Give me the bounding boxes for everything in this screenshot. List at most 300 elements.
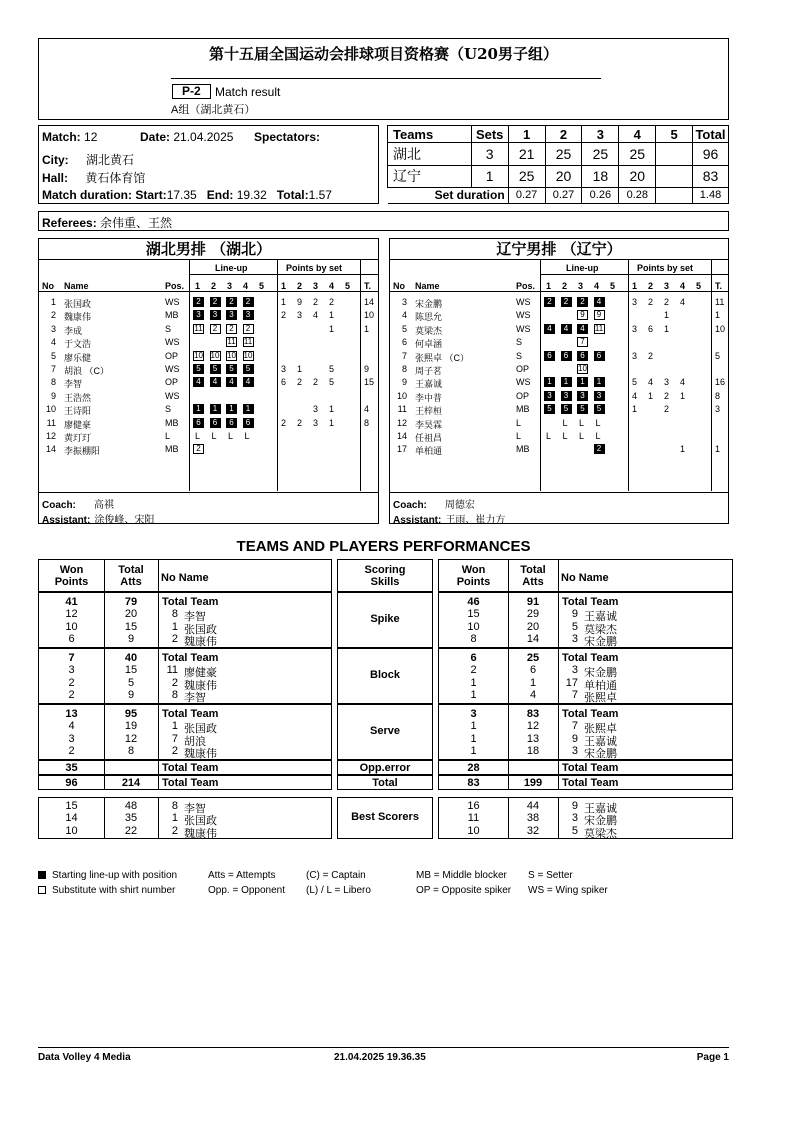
player-row [39,443,378,456]
duration-cell: 1.48 [693,187,729,203]
player-name: 莫梁杰 [415,325,443,336]
won-points-value: 1 [470,744,477,757]
player-number: 9 [571,608,578,621]
set-points: 1 [329,323,335,334]
player-name: 李振棚阳 [64,446,101,457]
player-row [390,417,728,430]
total-duration: 1.57 [308,188,332,202]
player-position: L [165,431,171,441]
player-number: 5 [50,350,56,361]
won-points-value: 6 [470,652,477,664]
player-position: OP [516,390,530,401]
won-points-value: 3 [68,732,75,745]
coach-name: 周德宏 [444,500,475,511]
set-points: 2 [281,310,287,321]
points-set-header: 5 [696,281,702,291]
set-points: 1 [664,323,670,334]
won-points-value: 1 [470,688,477,701]
player-row [39,403,378,416]
player-row [390,350,728,363]
skill-label: Serve [370,725,400,737]
score-cell: 1 [471,165,508,187]
set-points: 2 [313,297,319,307]
player-total: 16 [715,377,726,388]
footer-source: Data Volley 4 Media [38,1052,131,1063]
player-position: S [516,337,523,348]
player-number: 6 [401,337,407,348]
player-total: 8 [364,417,370,428]
won-points-header: Won Points [54,564,89,588]
player-name: 张熙卓 （C） [415,352,470,363]
player-number: 8 [171,688,178,701]
set-points: 3 [664,377,670,388]
starting-position-square: 5 [226,364,237,374]
player-row [39,350,378,363]
player-number: 9 [50,390,56,401]
total-header: T. [364,281,372,291]
player-total: 9 [364,364,370,374]
skill-label: Best Scorers [351,811,419,823]
player-number: 8 [401,364,407,374]
attempts-value: 25 [526,652,540,664]
lineup-header: Line-up [215,263,248,273]
set-points: 4 [680,377,686,388]
player-total: 10 [715,323,726,334]
lineup-set-header: 3 [578,281,584,291]
attempts-value: 35 [124,812,138,825]
set-points: 5 [632,377,638,388]
starting-position-square: 1 [193,404,204,414]
won-points-value: 96 [65,777,78,789]
performance-block [38,797,332,839]
attempts-value: 44 [526,800,540,812]
lineup-header: Line-up [566,263,599,273]
player-total: 4 [364,404,370,415]
player-name: 王嘉诚 [415,379,443,390]
won-points-value: 1 [470,732,477,745]
player-number: 2 [171,824,178,837]
team-total-label: Total Team [162,708,219,720]
legend-s: S = Setter [528,870,573,881]
team-name: 辽宁男排 （辽宁） [390,239,728,260]
points-set-header: 3 [664,281,670,291]
header-cell: Total [693,126,729,143]
player-name: 王嘉诚 [584,735,617,748]
skill-opp_error [337,760,433,775]
referees-names: 余伟重、王然 [100,216,173,230]
attempts-value: 95 [124,708,138,720]
performance-block [38,704,332,760]
referees-label: Referees: [42,216,97,230]
column-divider [558,798,559,838]
set-points: 4 [680,297,686,307]
row-divider [39,492,378,493]
starting-position-square: 6 [193,418,204,428]
player-row [390,336,728,349]
score-cell: 25 [508,165,545,187]
player-number: 2 [50,310,56,321]
player-name: 李智 [64,379,83,390]
libero-mark: L [595,417,601,428]
player-position: L [516,417,522,428]
player-number: 1 [171,720,178,733]
starting-position-square: 5 [243,364,254,374]
won-points-value: 41 [65,596,78,608]
score-cell: 21 [508,143,545,165]
assistant-names: 王雨、崔力方 [445,515,506,526]
player-number: 3 [571,744,578,757]
set-points: 2 [329,297,335,307]
starting-position-square: 6 [544,351,555,361]
attempts-value: 12 [526,720,540,733]
starting-position-square: 6 [594,351,605,361]
column-divider [508,761,509,774]
lineup-set-header: 3 [227,281,233,291]
footer-timestamp: 21.04.2025 19.36.35 [334,1052,426,1063]
player-name: 王诗阳 [64,406,92,417]
player-row [39,363,378,376]
performance-block [38,775,332,790]
starting-position-square: 4 [544,324,555,334]
attempts-value: 48 [124,800,138,812]
player-position: MB [516,404,530,415]
player-row [390,443,728,456]
player-name: 宋金鹏 [584,747,617,760]
won-points-value: 46 [467,596,480,608]
filled-square-icon [38,871,46,879]
player-name: 李成 [64,325,83,336]
total-label: Total: [276,188,309,202]
libero-mark: L [211,431,217,441]
page-footer [38,1047,729,1067]
lineup-set-header: 5 [610,281,616,291]
player-number: 4 [50,337,56,348]
report-subtitle: Match result [215,85,281,99]
legend-opp: Opp. = Opponent [208,885,286,896]
libero-mark: L [195,431,201,441]
player-position: WS [165,297,180,307]
attempts-value: 40 [124,652,138,664]
starting-position-square: 6 [226,418,237,428]
group-label: A组（湖北黄石） [171,104,256,116]
starting-position-square: 6 [577,351,588,361]
hall-value: 黄石体育馆 [85,171,146,185]
player-position: WS [165,364,180,374]
score-cell: 3 [471,143,508,165]
attempts-value: 12 [124,732,138,745]
report-code: P-2 [172,84,211,99]
starting-position-square: 4 [577,324,588,334]
substitute-square: 11 [243,337,253,347]
coach-line [393,496,475,511]
footer-page: Page 1 [696,1052,729,1063]
player-name: 单柏通 [584,679,617,692]
coach-line [42,496,114,511]
skill-label: Opp.error [359,762,411,774]
duration-cell: 0.26 [582,187,619,203]
player-position: OP [165,350,179,361]
points-set-header: 1 [632,281,638,291]
performance-block [38,760,332,775]
player-number: 7 [50,364,56,374]
attempts-value: 18 [526,744,540,757]
player-row [39,417,378,430]
starting-position-square: 3 [594,391,605,401]
performance-header-box [438,559,733,592]
player-number: 17 [565,676,578,689]
team-cell: 辽宁 [388,165,472,187]
score-cell: 25 [545,143,582,165]
score-table [387,125,729,204]
skill-label: Scoring Skills [364,564,406,588]
score-row-away [388,165,729,187]
player-number: 3 [50,323,56,334]
lineup-set-header: 2 [562,281,568,291]
pos-header: Pos. [516,281,536,291]
points-set-header: 2 [648,281,654,291]
starting-position-square: 2 [210,297,221,307]
starting-position-square: 5 [210,364,221,374]
name-header: Name [64,281,89,291]
performance-block [438,704,733,760]
legend-captain: (C) = Captain [306,870,366,881]
name-header: Name [415,281,440,291]
player-number: 5 [401,323,407,334]
starting-position-square: 2 [594,444,605,454]
header-cell: 2 [545,126,582,143]
player-number: 5 [571,620,578,633]
won-points-value: 7 [68,652,75,664]
player-position: WS [516,310,531,321]
libero-mark: L [579,431,585,441]
won-points-value: 2 [470,664,477,677]
player-row [39,309,378,322]
team-cell: 湖北 [388,143,472,165]
player-row [390,430,728,443]
set-duration-row [388,187,729,203]
player-position: L [516,431,522,441]
player-number: 12 [396,417,407,428]
set-points: 1 [664,310,670,321]
player-name: 胡浪 [184,735,206,748]
legend-text: Substitute with shirt number [52,885,176,896]
set-points: 5 [329,377,335,388]
legend-mb: MB = Middle blocker [416,870,507,881]
legend-atts: Atts = Attempts [208,870,276,881]
player-number: 3 [571,812,578,825]
team-total-label: Total Team [162,596,219,608]
substitute-square: 9 [594,310,605,320]
performance-block [438,648,733,704]
set-points: 6 [648,323,654,334]
performance-block [38,592,332,648]
assistant-label: Assistant: [42,515,91,526]
duration-cell: 0.27 [508,187,545,203]
total-atts-header: Total Atts [118,564,144,588]
player-name: 宋金鹏 [584,667,617,680]
starting-position-square: 3 [561,391,572,401]
skill-block-2 [337,704,433,760]
set-points: 1 [632,404,638,415]
won-points-value: 10 [467,824,480,837]
player-number: 11 [46,417,56,428]
points-set-header: 3 [313,281,319,291]
skill-total [337,775,433,790]
duration-label: Match duration: [42,188,132,202]
starting-position-square: 6 [210,418,221,428]
performance-block [438,775,733,790]
pos-header: Pos. [165,281,185,291]
player-total: 15 [364,377,375,388]
attempts-value: 22 [124,824,138,837]
points-set-header: 5 [345,281,351,291]
won-points-value: 15 [467,608,480,621]
set-points: 1 [297,364,303,374]
attempts-value: 6 [529,664,537,677]
set-points: 3 [297,310,303,321]
points-by-set-header: Points by set [286,263,343,273]
starting-position-square: 3 [544,391,555,401]
performance-block [438,797,733,839]
points-set-header: 2 [297,281,303,291]
won-points-value: 1 [470,720,477,733]
set-points: 3 [313,404,319,415]
player-position: WS [165,390,180,401]
player-position: S [516,350,523,361]
row-divider [390,291,728,292]
score-cell [656,165,693,187]
attempts-value: 79 [124,596,138,608]
set-points: 2 [664,390,670,401]
legend-ws: WS = Wing spiker [528,885,608,896]
player-name: 张熙卓 [584,723,617,736]
player-number: 3 [401,297,407,307]
starting-position-square: 1 [544,377,555,387]
team-total-label: Total Team [162,762,219,774]
scoring-skills-header [337,559,433,592]
player-name: 张熙卓 [584,691,617,704]
won-points-value: 8 [470,632,477,645]
player-row [39,296,378,309]
attempts-value: 9 [127,688,135,701]
substitute-square: 7 [577,337,588,347]
empty-square-icon [38,886,46,894]
player-name: 何卓涵 [415,339,443,350]
starting-position-square: 2 [193,297,204,307]
start-time: 17.35 [166,188,197,202]
attempts-value: 199 [523,777,543,789]
substitute-square: 9 [577,310,588,320]
player-position: S [165,323,172,334]
set-points: 3 [281,364,287,374]
won-points-value: 83 [467,777,480,789]
starting-position-square: 5 [594,404,605,414]
date-label: Date: [140,130,171,144]
skill-best-scorers [337,797,433,839]
player-number: 2 [171,676,178,689]
player-name: 莫梁杰 [584,827,617,840]
player-row [390,323,728,336]
player-position: WS [165,337,180,348]
won-points-value: 10 [65,824,78,837]
substitute-square: 10 [210,350,220,360]
player-name: 莫梁杰 [584,623,617,636]
won-points-value: 2 [68,676,75,689]
scoreboard [387,125,729,204]
player-number: 5 [571,824,578,837]
team-total-label: Total Team [562,708,619,720]
player-number: 8 [171,800,178,812]
player-name: 李智 [184,803,206,815]
column-divider [104,761,105,774]
substitute-square: 2 [210,324,221,334]
won-points-value: 11 [467,812,480,825]
starting-position-square: 3 [243,310,254,320]
substitute-square: 2 [243,324,254,334]
column-divider [158,705,159,759]
points-by-set-header: Points by set [637,263,694,273]
won-points-value: 16 [467,800,480,812]
starting-position-square: 3 [226,310,237,320]
skill-label: Total [372,777,398,789]
player-name: 魏康伟 [64,312,92,323]
team-total-label: Total Team [562,777,619,789]
starting-position-square: 4 [210,377,221,387]
won-points-value: 1 [470,676,477,689]
player-row [39,390,378,403]
set-points: 2 [648,350,654,361]
attempts-value: 91 [526,596,540,608]
row-divider [390,492,728,493]
player-name: 廖乐健 [64,352,92,363]
lineup-set-header: 4 [243,281,249,291]
team-total-label: Total Team [162,652,219,664]
skill-block-0 [337,592,433,648]
player-row [390,390,728,403]
player-row [390,296,728,309]
legend-libero: (L) / L = Libero [306,885,371,896]
won-points-value: 13 [65,708,78,720]
won-points-value: 35 [65,762,78,774]
substitute-square: 2 [226,324,237,334]
won-points-value: 2 [68,688,75,701]
player-name: 周子茗 [415,366,443,376]
player-number: 9 [401,377,407,388]
player-name: 李中普 [415,392,443,403]
player-row [39,336,378,349]
libero-mark: L [244,431,250,441]
set-points: 2 [664,404,670,415]
set-points: 9 [297,297,303,307]
starting-position-square: 4 [226,377,237,387]
set-points: 1 [281,297,287,307]
coach-label: Coach: [393,500,427,511]
set-points: 3 [313,417,319,428]
legend-text: Starting line-up with position [52,870,178,881]
starting-position-square: 6 [243,418,254,428]
score-cell: 83 [693,165,729,187]
match-date: 21.04.2025 [173,130,234,144]
player-name: 李昊霖 [415,419,443,430]
substitute-square: 2 [193,444,204,454]
performance-title: TEAMS AND PLAYERS PERFORMANCES [236,538,531,555]
score-cell: 18 [582,165,619,187]
skill-block-1 [337,648,433,704]
spectators-label: Spectators: [254,130,321,144]
starting-position-square: 3 [193,310,204,320]
substitute-square: 10 [194,350,203,360]
attempts-value: 15 [124,664,138,677]
